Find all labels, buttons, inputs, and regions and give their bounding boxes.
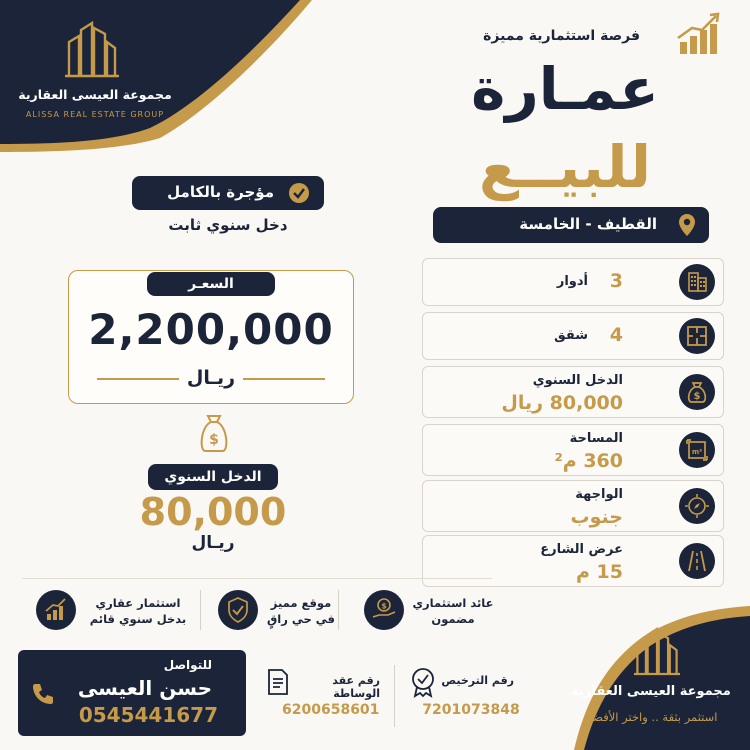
brand-name-ar: مجموعة العيسى العقارية (18, 87, 172, 102)
spec-street-label: عرض الشارع (540, 542, 623, 557)
contact-label: للتواصل (163, 658, 212, 672)
feature-real-estate-investment (36, 585, 196, 635)
svg-text:m²: m² (691, 448, 703, 456)
spec-floors-value: 3 (609, 270, 623, 292)
check-circle-icon (288, 182, 310, 204)
feature-prime-location-text: موقع مميز في حي راقٍ (267, 596, 335, 626)
contact-phone[interactable]: 0545441677 (78, 703, 218, 727)
svg-text:$: $ (209, 432, 219, 448)
price-divider-right (243, 378, 325, 380)
feature-guaranteed-return-text: عائد استثماري مضمون (412, 596, 494, 626)
license-badge-icon (408, 666, 438, 698)
hero-title-line1: عمـارة (471, 55, 659, 123)
location-label: القطيف - الخامسة (519, 215, 657, 233)
svg-text:$: $ (693, 391, 701, 402)
hero-title-line2: للبيــع (478, 133, 652, 201)
income-label: الدخل السنوي (148, 464, 278, 490)
feature-real-estate-investment-text: استثمار عقاري بدخل سنوي قائم (89, 596, 187, 626)
phone-icon[interactable] (30, 681, 56, 707)
spec-income-value: 80,000 ريال (501, 392, 623, 414)
brokerage-label: رقم عقد الوساطة (332, 674, 380, 700)
svg-text:$: $ (381, 601, 387, 611)
spec-floors-label: أدوار (556, 274, 588, 289)
shield-check-icon (218, 590, 258, 630)
price-divider-left (97, 378, 179, 380)
floorplan-icon (679, 318, 715, 354)
spec-card-floors (422, 258, 724, 306)
license-number: 7201073848 (422, 702, 520, 718)
hero-tagline: فرصة استثمارية مميزة (483, 28, 640, 44)
spec-card-area (422, 424, 724, 476)
status-badge-label: مؤجرة بالكامل (167, 183, 274, 201)
spec-card-apartments (422, 312, 724, 360)
area-icon (679, 432, 715, 468)
growth-bars-icon (676, 12, 722, 56)
spec-facade-label: الواجهة (575, 487, 623, 502)
money-bag-icon (197, 413, 231, 453)
brand-name-en: ALISSA REAL ESTATE GROUP (25, 110, 165, 119)
spec-card-facade (422, 480, 724, 532)
top-left-corner-shape (0, 0, 330, 160)
road-icon (679, 543, 715, 579)
spec-area-value: 360 م² (554, 450, 623, 472)
spec-apartments-value: 4 (609, 324, 623, 346)
feature-divider (200, 590, 201, 630)
building-icon (679, 264, 715, 300)
features-top-line (22, 578, 492, 579)
footer-slogan: استثمر بثقة .. واختر الأفضل (584, 710, 718, 724)
footer-brand-name: مجموعة العيسى العقارية (571, 684, 731, 699)
compass-icon (679, 488, 715, 524)
price-box (68, 270, 354, 404)
building-logo-icon (634, 626, 680, 676)
spec-facade-value: جنوب (570, 506, 623, 528)
status-subtitle: دخل سنوي ثابت (168, 216, 288, 234)
income-currency: ريـال (191, 533, 235, 553)
contact-box (18, 650, 246, 736)
money-bag-icon (679, 374, 715, 410)
location-pin-icon (677, 213, 697, 237)
contact-name: حسن العيسى (77, 676, 212, 700)
footer-divider (394, 665, 395, 727)
spec-income-label: الدخل السنوي (532, 373, 623, 388)
feature-prime-location (214, 585, 374, 635)
document-icon (266, 668, 290, 696)
price-currency: ريـال (186, 367, 236, 389)
spec-area-label: المساحة (569, 431, 623, 446)
spec-street-value: 15 م (576, 561, 623, 583)
growth-chart-icon (36, 590, 76, 630)
spec-card-street-width (422, 535, 724, 587)
price-label: السعـر (147, 272, 275, 296)
building-logo-icon (65, 20, 119, 78)
price-amount: 2,200,000 (88, 305, 334, 354)
spec-card-annual-income (422, 366, 724, 418)
brokerage-number: 6200658601 (282, 702, 380, 718)
location-pill (433, 207, 709, 243)
spec-apartments-label: شقق (554, 328, 588, 343)
license-label: رقم الترخيص (441, 674, 514, 687)
income-amount: 80,000 (139, 490, 287, 534)
status-badge (132, 176, 324, 210)
